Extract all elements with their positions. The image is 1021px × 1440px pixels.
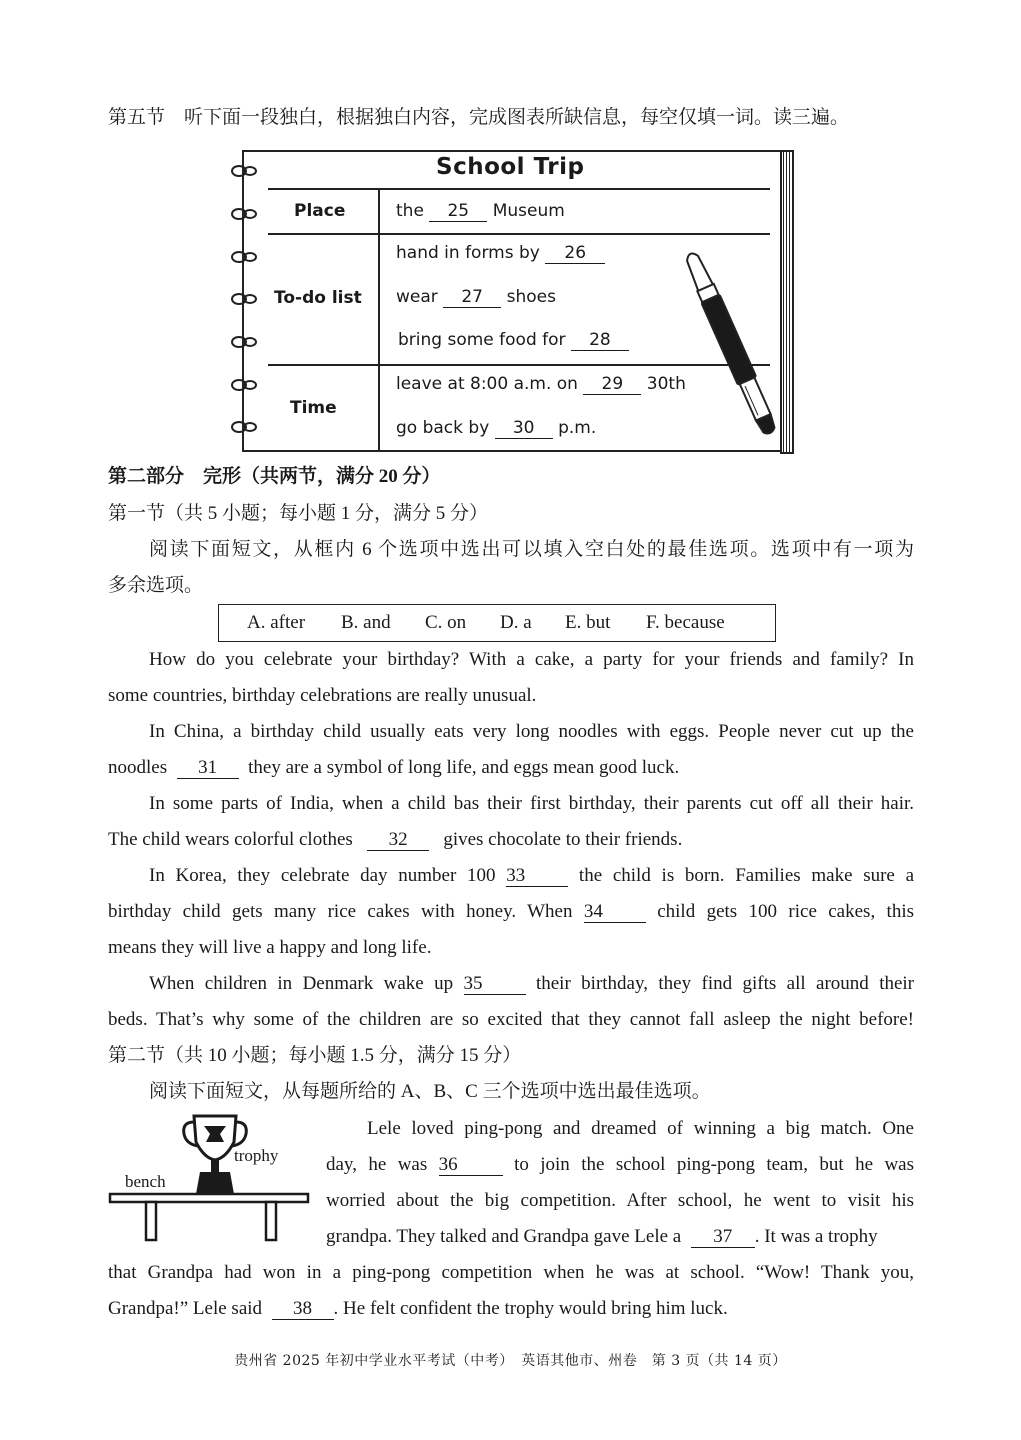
passage1-text: In some parts of India, when a child bas their first birthday, their parents cut off all their hair.	[149, 793, 914, 814]
option-a[interactable]: A. after	[247, 612, 306, 633]
passage1-text: some countries, birthday celebrations are really unusual.	[108, 685, 537, 706]
todo-item: wear 27 shoes	[396, 287, 556, 307]
time-label: Time	[290, 398, 337, 418]
spiral-ring-icon	[230, 250, 260, 264]
passage1-text: In Korea, they celebrate day number 100 33 the child is born. Families make sure a	[149, 865, 915, 886]
passage2-text: grandpa. They talked and Grandpa gave Lele a 37 . It was a trophy	[326, 1226, 878, 1247]
spiral-ring-icon	[230, 164, 260, 178]
time-item: go back by 30 p.m.	[396, 418, 597, 438]
option-c[interactable]: C. on	[425, 612, 467, 633]
bench-label: bench	[125, 1172, 166, 1191]
place-cell: the 25 Museum	[396, 201, 565, 221]
option-e[interactable]: E. but	[565, 612, 611, 633]
page-footer: 贵州省 2025 年初中学业水平考试（中考） 英语其他市、州卷 第 3 页（共 14 页）	[234, 1353, 787, 1369]
spiral-ring-icon	[230, 207, 260, 221]
spiral-ring-icon	[230, 292, 260, 306]
section1-instruction: 阅读下面短文，从框内 6 个选项中选出可以填入空白处的最佳选项。选项中有一项为	[149, 539, 914, 560]
blank-32[interactable]: 32	[367, 830, 429, 851]
passage1-text: The child wears colorful clothes 32 gives chocolate to their friends.	[108, 829, 683, 850]
spiral-ring-icon	[230, 420, 260, 434]
notebook-title: School Trip	[436, 154, 585, 180]
blank-26[interactable]: 26	[545, 243, 605, 264]
place-label: Place	[294, 201, 346, 221]
passage1-text: means they will live a happy and long life.	[108, 937, 432, 958]
blank-28[interactable]: 28	[571, 330, 629, 351]
school-trip-notebook	[226, 146, 798, 454]
passage2-text: Grandpa!” Lele said 38 . He felt confident the trophy would bring him luck.	[108, 1298, 728, 1319]
todo-item: hand in forms by 26	[396, 243, 605, 264]
part2-heading: 第二部分 完形（共两节，满分 20 分）	[108, 466, 441, 487]
blank-37[interactable]: 37	[691, 1227, 755, 1248]
spiral-ring-icon	[230, 335, 260, 349]
passage1-text: When children in Denmark wake up 35 their birthday, they find gifts all around their	[149, 973, 915, 994]
pen-icon	[682, 242, 782, 452]
blank-36[interactable]: 36	[439, 1155, 503, 1176]
passage1-text: beds. That’s why some of the children are so excited that they cannot fall asleep the night before!	[108, 1009, 914, 1030]
section5-heading: 第五节 听下面一段独白，根据独白内容，完成图表所缺信息，每空仅填一词。读三遍。	[108, 107, 850, 128]
blank-33[interactable]: 33	[506, 866, 568, 887]
blank-30[interactable]: 30	[495, 418, 553, 439]
spiral-ring-icon	[230, 378, 260, 392]
passage2-text: that Grandpa had won in a ping-pong competition when he was at school. “Wow! Thank you,	[108, 1262, 914, 1283]
time-item: leave at 8:00 a.m. on 29 30th	[396, 374, 686, 394]
option-d[interactable]: D. a	[500, 612, 532, 633]
blank-25[interactable]: 25	[429, 201, 487, 222]
section1-instruction-cont: 多余选项。	[108, 575, 204, 596]
passage2-text: worried about the big competition. After school, he went to visit his	[326, 1190, 914, 1211]
section1-heading: 第一节（共 5 小题；每小题 1 分，满分 5 分）	[108, 503, 489, 524]
passage1-text: How do you celebrate your birthday? With a cake, a party for your friends and family? In	[149, 649, 914, 670]
passage1-text: noodles 31 they are a symbol of long life, and eggs mean good luck.	[108, 757, 680, 778]
blank-29[interactable]: 29	[583, 374, 641, 395]
passage2-text: day, he was 36 to join the school ping-pong team, but he was	[326, 1154, 914, 1175]
todo-label: To-do list	[274, 288, 362, 308]
section2-instruction: 阅读下面短文，从每题所给的 A、B、C 三个选项中选出最佳选项。	[149, 1081, 711, 1102]
todo-item: bring some food for 28	[398, 330, 629, 351]
trophy-bench-figure	[108, 1110, 318, 1250]
blank-27[interactable]: 27	[443, 287, 501, 308]
options-box	[218, 604, 776, 642]
trophy-label: trophy	[234, 1146, 279, 1165]
blank-31[interactable]: 31	[177, 758, 239, 779]
blank-38[interactable]: 38	[272, 1299, 334, 1320]
passage1-text: In China, a birthday child usually eats very long noodles with eggs. People never cut up the	[149, 721, 914, 742]
passage2-text: Lele loved ping-pong and dreamed of winning a big match. One	[367, 1118, 914, 1139]
notebook-pages	[780, 150, 794, 454]
passage1-text: birthday child gets many rice cakes with honey. When 34 child gets 100 rice cakes, this	[108, 901, 915, 922]
blank-35[interactable]: 35	[464, 974, 526, 995]
blank-34[interactable]: 34	[584, 902, 646, 923]
option-b[interactable]: B. and	[341, 612, 391, 633]
section2-heading: 第二节（共 10 小题；每小题 1.5 分，满分 15 分）	[108, 1045, 522, 1066]
option-f[interactable]: F. because	[646, 612, 725, 633]
